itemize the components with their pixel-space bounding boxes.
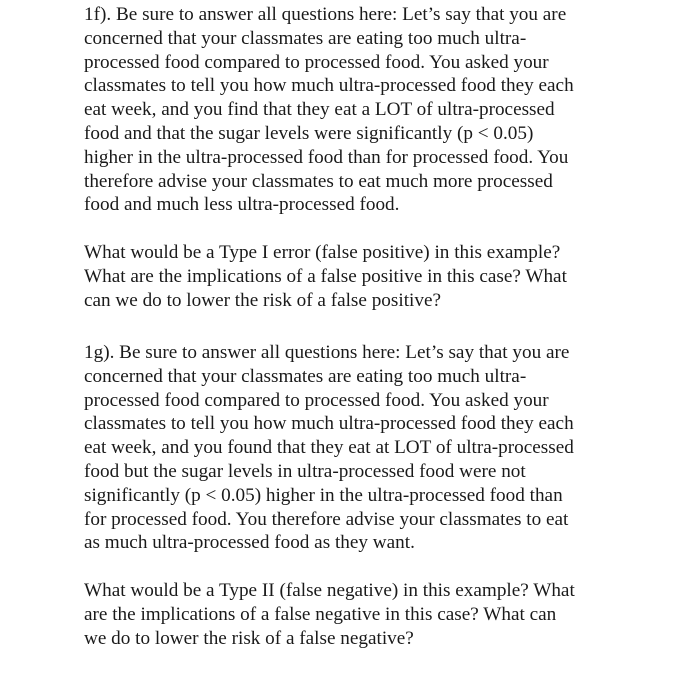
text-line: What are the implications of a false positive in this case? What <box>84 265 567 287</box>
question-1f-prompt <box>84 241 624 312</box>
question-1g-prompt <box>84 579 624 650</box>
text-line: food and that the sugar levels were significantly (p < 0.05) <box>84 122 534 144</box>
text-line: we do to lower the risk of a false negative? <box>84 627 414 649</box>
text-line: What would be a Type II (false negative) in this example? What <box>84 580 575 601</box>
text-line: eat week, and you find that they eat a LOT of ultra-processed <box>84 99 555 121</box>
text-line: 1f). Be sure to answer all questions here: Let’s say that you are <box>84 4 567 25</box>
text-line: food and much less ultra-processed food. <box>84 194 400 216</box>
text-line: 1g). Be sure to answer all questions here: Let’s say that you are <box>84 342 570 363</box>
question-1f-paragraph <box>84 3 624 217</box>
text-line: as much ultra-processed food as they want. <box>84 532 415 554</box>
text-line: processed food compared to processed food. You asked your <box>84 389 549 411</box>
text-line: classmates to tell you how much ultra-processed food they each <box>84 75 574 97</box>
text-line: can we do to lower the risk of a false positive? <box>84 289 441 311</box>
text-line: food but the sugar levels in ultra-processed food were not <box>84 460 526 482</box>
text-line: eat week, and you found that they eat at LOT of ultra-processed <box>84 437 574 459</box>
text-line: for processed food. You therefore advise your classmates to eat <box>84 508 569 530</box>
text-line: higher in the ultra-processed food than for processed food. You <box>84 146 569 168</box>
text-line: therefore advise your classmates to eat much more processed <box>84 170 553 192</box>
text-line: significantly (p < 0.05) higher in the ultra-processed food than <box>84 484 563 506</box>
text-line: processed food compared to processed food. You asked your <box>84 51 549 73</box>
question-1g-paragraph <box>84 341 624 555</box>
text-line: classmates to tell you how much ultra-processed food they each <box>84 413 574 435</box>
text-line: What would be a Type I error (false positive) in this example? <box>84 242 561 263</box>
text-line: concerned that your classmates are eating too much ultra- <box>84 27 527 49</box>
text-line: are the implications of a false negative in this case? What can <box>84 603 557 625</box>
text-line: concerned that your classmates are eating too much ultra- <box>84 365 527 387</box>
